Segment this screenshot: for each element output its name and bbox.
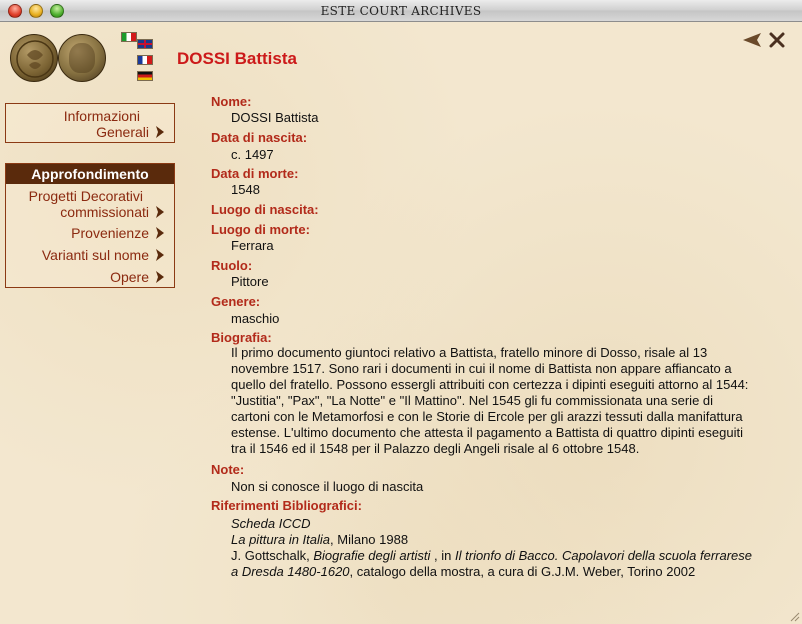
title-bar[interactable] [0, 0, 802, 22]
resize-grip-icon[interactable] [788, 610, 800, 622]
minimize-window-button[interactable] [29, 4, 43, 18]
uk-flag-icon[interactable] [137, 39, 153, 49]
bio-line: tra il 1546 ed il 1548 per il Palazzo degli Angeli risale al 6 ottobre 1548. [231, 441, 640, 456]
genere-label: Genere: [211, 294, 261, 309]
de-flag-icon[interactable] [137, 71, 153, 81]
ruolo-label: Ruolo: [211, 258, 253, 273]
menu-item-label: commissionati [60, 204, 149, 220]
approfondimento-box [5, 163, 175, 288]
info-generali-line1[interactable]: Informazioni [63, 108, 140, 124]
menu-item-label: Varianti sul nome [41, 247, 149, 263]
back-arrow-icon[interactable] [742, 32, 762, 48]
luogo-morte-value: Ferrara [231, 238, 274, 253]
bio-line: Il primo documento giuntoci relativo a Battista, fratello minore di Dosso, risale al 13 [231, 345, 708, 360]
arrow-right-icon [154, 125, 166, 139]
info-generali-box [5, 103, 175, 143]
ref-item [231, 548, 801, 564]
ref-detail: , catalogo della mostra, a cura di G.J.M. Weber, Torino 2002 [349, 564, 696, 579]
biografia-text [231, 345, 797, 457]
ref-item [231, 532, 801, 548]
ref-detail: , in [430, 548, 456, 563]
bio-line: quello del fratello. Possono essergli attribuiti con certezza i dipinti eseguiti attorno al 1544: [231, 377, 749, 392]
close-icon[interactable] [768, 31, 786, 49]
arrow-right-icon [154, 205, 166, 219]
ref-title: Scheda ICCD [231, 516, 311, 531]
section-header: Approfondimento [6, 164, 174, 184]
nascita-label: Data di nascita: [211, 130, 308, 145]
ref-author: J. Gottschalk, [231, 548, 314, 563]
ref-title: Il trionfo di Bacco. Capolavori della scuola ferrarese [455, 548, 752, 563]
progetti-line1[interactable]: Progetti Decorativi [28, 188, 143, 204]
morte-label: Data di morte: [211, 166, 299, 181]
ref-title: Biografie degli artisti [313, 548, 431, 563]
menu-item-opere[interactable] [110, 269, 166, 285]
morte-value: 1548 [231, 182, 260, 197]
nome-value: DOSSI Battista [231, 110, 319, 125]
menu-item-provenienze[interactable] [71, 225, 166, 241]
menu-item-label: Opere [110, 269, 149, 285]
ruolo-value: Pittore [231, 274, 269, 289]
bio-line: novembre 1517. Sono rari i documenti in cui il nome di Battista non appare affiancato a [231, 361, 732, 376]
bio-line: cartoni con le Metamorfosi e con le Storie di Ercole per gli arazzi tessuti dalla manifattura [231, 409, 743, 424]
biografia-label: Biografia: [211, 330, 272, 345]
close-window-button[interactable] [8, 4, 22, 18]
menu-item-info-generali[interactable] [96, 124, 166, 140]
arrow-right-icon [154, 226, 166, 240]
zoom-window-button[interactable] [50, 4, 64, 18]
nome-label: Nome: [211, 94, 252, 109]
ref-title: La pittura in Italia [231, 532, 331, 547]
it-flag-icon[interactable] [121, 32, 137, 42]
genere-value: maschio [231, 311, 280, 326]
riferimenti-label: Riferimenti Bibliografici: [211, 498, 362, 513]
luogo-nascita-label: Luogo di nascita: [211, 202, 319, 217]
ref-title: a Dresda 1480-1620 [231, 564, 350, 579]
note-value: Non si conosce il luogo di nascita [231, 479, 424, 494]
coin-logo-icon [10, 34, 58, 82]
menu-item-label: Provenienze [71, 225, 149, 241]
menu-item-label: Generali [96, 124, 149, 140]
menu-item-varianti[interactable] [42, 247, 166, 263]
coin-portrait-icon [58, 34, 106, 82]
note-label: Note: [211, 462, 245, 477]
ref-detail: , Milano 1988 [330, 532, 409, 547]
ref-item [231, 564, 801, 580]
arrow-right-icon [154, 248, 166, 262]
arrow-right-icon [154, 270, 166, 284]
page-title: DOSSI Battista [177, 49, 297, 68]
window-title: ESTE COURT ARCHIVES [320, 4, 482, 18]
riferimenti-list [231, 516, 801, 580]
bio-line: "Justitia", "Pax", "La Notte" e "Il Mattino". Nel 1545 gli fu commissionata una serie di [231, 393, 714, 408]
fr-flag-icon[interactable] [137, 55, 153, 65]
menu-item-progetti[interactable] [60, 204, 166, 220]
bio-line: estense. L'ultimo documento che attesta il pagamento a Battista di quattro dipinti eseguiti [231, 425, 743, 440]
luogo-morte-label: Luogo di morte: [211, 222, 310, 237]
nascita-value: c. 1497 [231, 147, 274, 162]
ref-item [231, 516, 801, 532]
